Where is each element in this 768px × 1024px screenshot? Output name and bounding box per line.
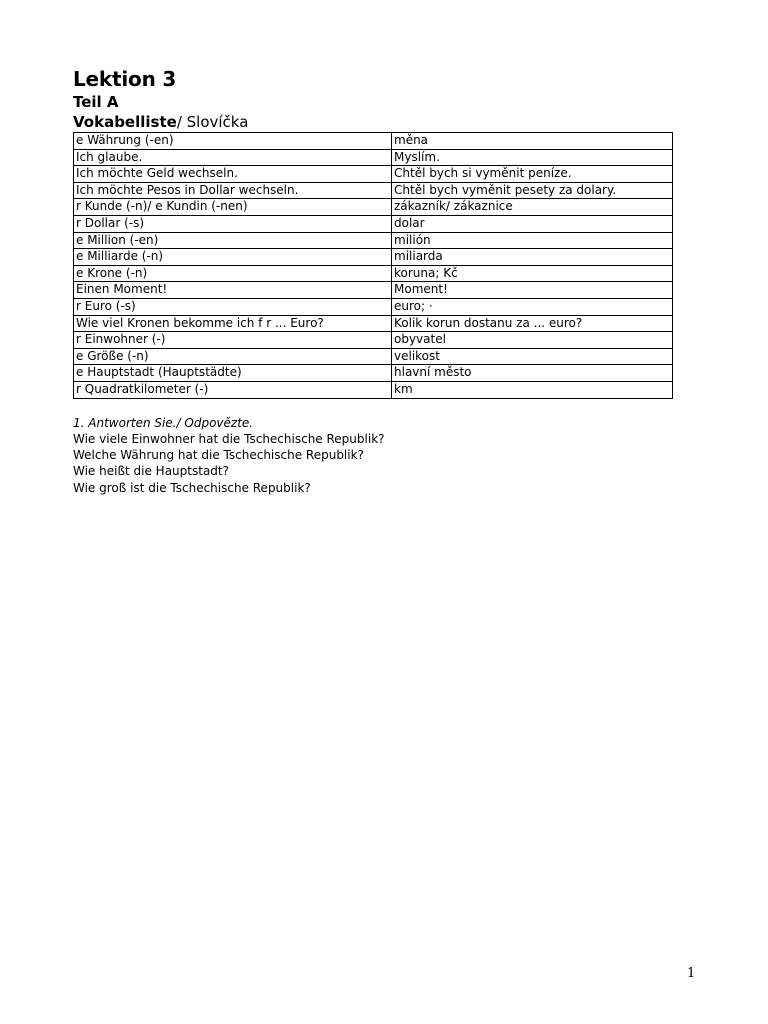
vocabulary-table-body	[74, 133, 673, 399]
vocabulary-row	[74, 215, 673, 232]
page-number: 1	[687, 966, 696, 981]
german-term: Ich möchte Geld wechseln.	[74, 166, 392, 183]
vocabulary-row	[74, 232, 673, 249]
german-term: e Größe (-n)	[74, 348, 392, 365]
vocabulary-row	[74, 381, 673, 398]
vocabulary-row	[74, 348, 673, 365]
czech-translation: měna	[392, 133, 673, 150]
czech-translation: obyvatel	[392, 332, 673, 349]
german-term: e Währung (-en)	[74, 133, 392, 150]
german-term: Wie viel Kronen bekomme ich f r ... Euro?	[74, 315, 392, 332]
exercise-question: Wie viele Einwohner hat die Tschechische Republik?	[73, 431, 385, 446]
german-term: e Million (-en)	[74, 232, 392, 249]
exercise-section	[73, 415, 673, 496]
czech-translation: velikost	[392, 348, 673, 365]
german-term: r Dollar (-s)	[74, 215, 392, 232]
czech-translation: miliarda	[392, 249, 673, 266]
vocabulary-row	[74, 182, 673, 199]
vocabulary-row	[74, 149, 673, 166]
part-title: Teil A	[73, 93, 119, 111]
vocabulary-row	[74, 133, 673, 150]
czech-translation: km	[392, 381, 673, 398]
vocabulary-row	[74, 315, 673, 332]
exercise-question: Welche Währung hat die Tschechische Republik?	[73, 448, 364, 463]
czech-translation: dolar	[392, 215, 673, 232]
czech-translation: milión	[392, 232, 673, 249]
exercise-title: 1. Antworten Sie./ Odpovězte.	[73, 415, 254, 430]
vocabulary-row	[74, 199, 673, 216]
czech-translation: Chtěl bych vyměnit pesety za dolary.	[392, 182, 673, 199]
german-term: r Euro (-s)	[74, 298, 392, 315]
german-term: Einen Moment!	[74, 282, 392, 299]
exercise-question: Wie groß ist die Tschechische Republik?	[73, 480, 311, 495]
czech-translation: Kolik korun dostanu za ... euro?	[392, 315, 673, 332]
czech-translation: Moment!	[392, 282, 673, 299]
document-page	[73, 66, 673, 496]
german-term: r Einwohner (-)	[74, 332, 392, 349]
czech-translation: hlavní město	[392, 365, 673, 382]
vocabulary-row	[74, 282, 673, 299]
exercise-question: Wie heißt die Hauptstadt?	[73, 464, 229, 479]
czech-translation: euro; ·	[392, 298, 673, 315]
vocabulary-row	[74, 249, 673, 266]
german-term: e Krone (-n)	[74, 265, 392, 282]
vocab-list-title	[73, 112, 673, 132]
czech-translation: Chtěl bych si vyměnit peníze.	[392, 166, 673, 183]
german-term: r Kunde (-n)/ e Kundin (-nen)	[74, 199, 392, 216]
vocabulary-row	[74, 265, 673, 282]
vocabulary-row	[74, 298, 673, 315]
german-term: e Milliarde (-n)	[74, 249, 392, 266]
vocabulary-row	[74, 365, 673, 382]
czech-translation: koruna; Kč	[392, 265, 673, 282]
vocabulary-row	[74, 166, 673, 183]
german-term: r Quadratkilometer (-)	[74, 381, 392, 398]
vocab-list-title-german: Vokabelliste	[73, 113, 177, 131]
german-term: e Hauptstadt (Hauptstädte)	[74, 365, 392, 382]
vocabulary-row	[74, 332, 673, 349]
czech-translation: Myslím.	[392, 149, 673, 166]
german-term: Ich glaube.	[74, 149, 392, 166]
lesson-title: Lektion 3	[73, 67, 177, 91]
vocab-list-title-czech: / Slovíčka	[176, 113, 249, 131]
german-term: Ich möchte Pesos in Dollar wechseln.	[74, 182, 392, 199]
vocabulary-table	[73, 132, 673, 399]
czech-translation: zákazník/ zákaznice	[392, 199, 673, 216]
